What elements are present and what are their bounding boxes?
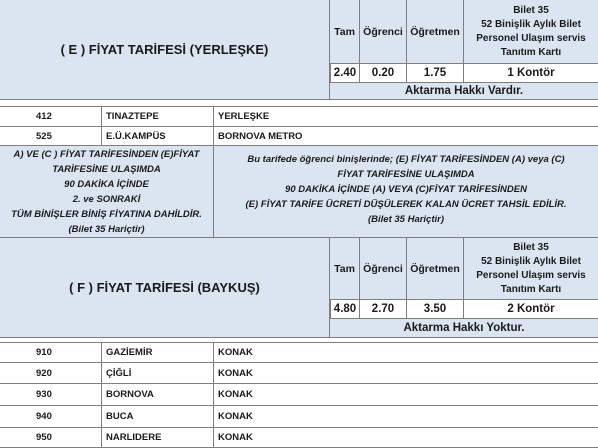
route-from: TINAZTEPE	[102, 106, 214, 127]
tariff-f-price-ogrenci: 2.70	[360, 300, 407, 319]
tariff-f-col-bilet: Bilet 35 52 Binişlik Aylık Bilet Personel Ulaşım servis Tanıtım Kartı	[464, 238, 598, 300]
route-from: NARLIDERE	[102, 428, 214, 448]
tariff-e-note-left: A) VE (C ) FİYAT TARİFESİNDEN (E)FİYAT TARİFESİNE ULAŞIMDA 90 DAKİKA İÇİNDE 2. ve SONRAKİ TÜM BİNİŞLER BİNİŞ FİYATINA DAHİLDİR. (Bilet 35 Hariçtir)	[0, 146, 214, 238]
route-number: 940	[0, 406, 102, 428]
route-from: BUCA	[102, 406, 214, 428]
tariff-f-title: ( F ) FİYAT TARİFESİ (BAYKUŞ)	[0, 238, 330, 338]
route-from: GAZİEMİR	[102, 342, 214, 363]
route-number: 920	[0, 363, 102, 384]
tariff-f-transfer: Aktarma Hakkı Yoktur.	[330, 319, 598, 338]
tariff-e-price-ogretmen: 1.75	[407, 64, 464, 83]
tariff-e-transfer: Aktarma Hakkı Vardır.	[330, 83, 598, 100]
route-to: BORNOVA METRO	[214, 127, 598, 146]
tariff-e-col-bilet: Bilet 35 52 Binişlik Aylık Bilet Personel Ulaşım servis Tanıtım Kartı	[464, 0, 598, 64]
tariff-f-price-bilet: 2 Kontör	[464, 300, 598, 319]
tariff-e-price-bilet: 1 Kontör	[464, 64, 598, 83]
route-number: 930	[0, 384, 102, 406]
tariff-f-price-tam: 4.80	[330, 300, 360, 319]
tariff-e-col-ogretmen: Öğretmen	[407, 0, 464, 64]
tariff-f-col-ogretmen: Öğretmen	[407, 238, 464, 300]
route-to: YERLEŞKE	[214, 106, 598, 127]
tariff-f-col-ogrenci: Öğrenci	[360, 238, 407, 300]
route-to: KONAK	[214, 406, 598, 428]
route-to: KONAK	[214, 342, 598, 363]
route-from: BORNOVA	[102, 384, 214, 406]
route-number: 412	[0, 106, 102, 127]
tariff-e-title: ( E ) FİYAT TARİFESİ (YERLEŞKE)	[0, 0, 330, 100]
route-number: 910	[0, 342, 102, 363]
tariff-f-price-ogretmen: 3.50	[407, 300, 464, 319]
route-number: 950	[0, 428, 102, 448]
route-to: KONAK	[214, 363, 598, 384]
route-number: 525	[0, 127, 102, 146]
tariff-f-col-tam: Tam	[330, 238, 360, 300]
route-to: KONAK	[214, 384, 598, 406]
tariff-e-price-ogrenci: 0.20	[360, 64, 407, 83]
route-from: E.Ü.KAMPÜS	[102, 127, 214, 146]
tariff-e-col-ogrenci: Öğrenci	[360, 0, 407, 64]
route-from: ÇİĞLİ	[102, 363, 214, 384]
tariff-e-price-tam: 2.40	[330, 64, 360, 83]
tariff-e-note-right: Bu tarifede öğrenci binişlerinde; (E) FİYAT TARİFESİNDEN (A) veya (C) FİYAT TARİFESİNE ULAŞIMDA 90 DAKİKA İÇİNDE (A) VEYA (C)FİYAT TARİFESİNDEN (E) FİYAT TARİFE ÜCRETİ DÜŞÜLEREK KALAN ÜCRET TAHSİL EDİLİR. (Bilet 35 Hariçtir)	[214, 146, 598, 238]
tariff-e-col-tam: Tam	[330, 0, 360, 64]
route-to: KONAK	[214, 428, 598, 448]
